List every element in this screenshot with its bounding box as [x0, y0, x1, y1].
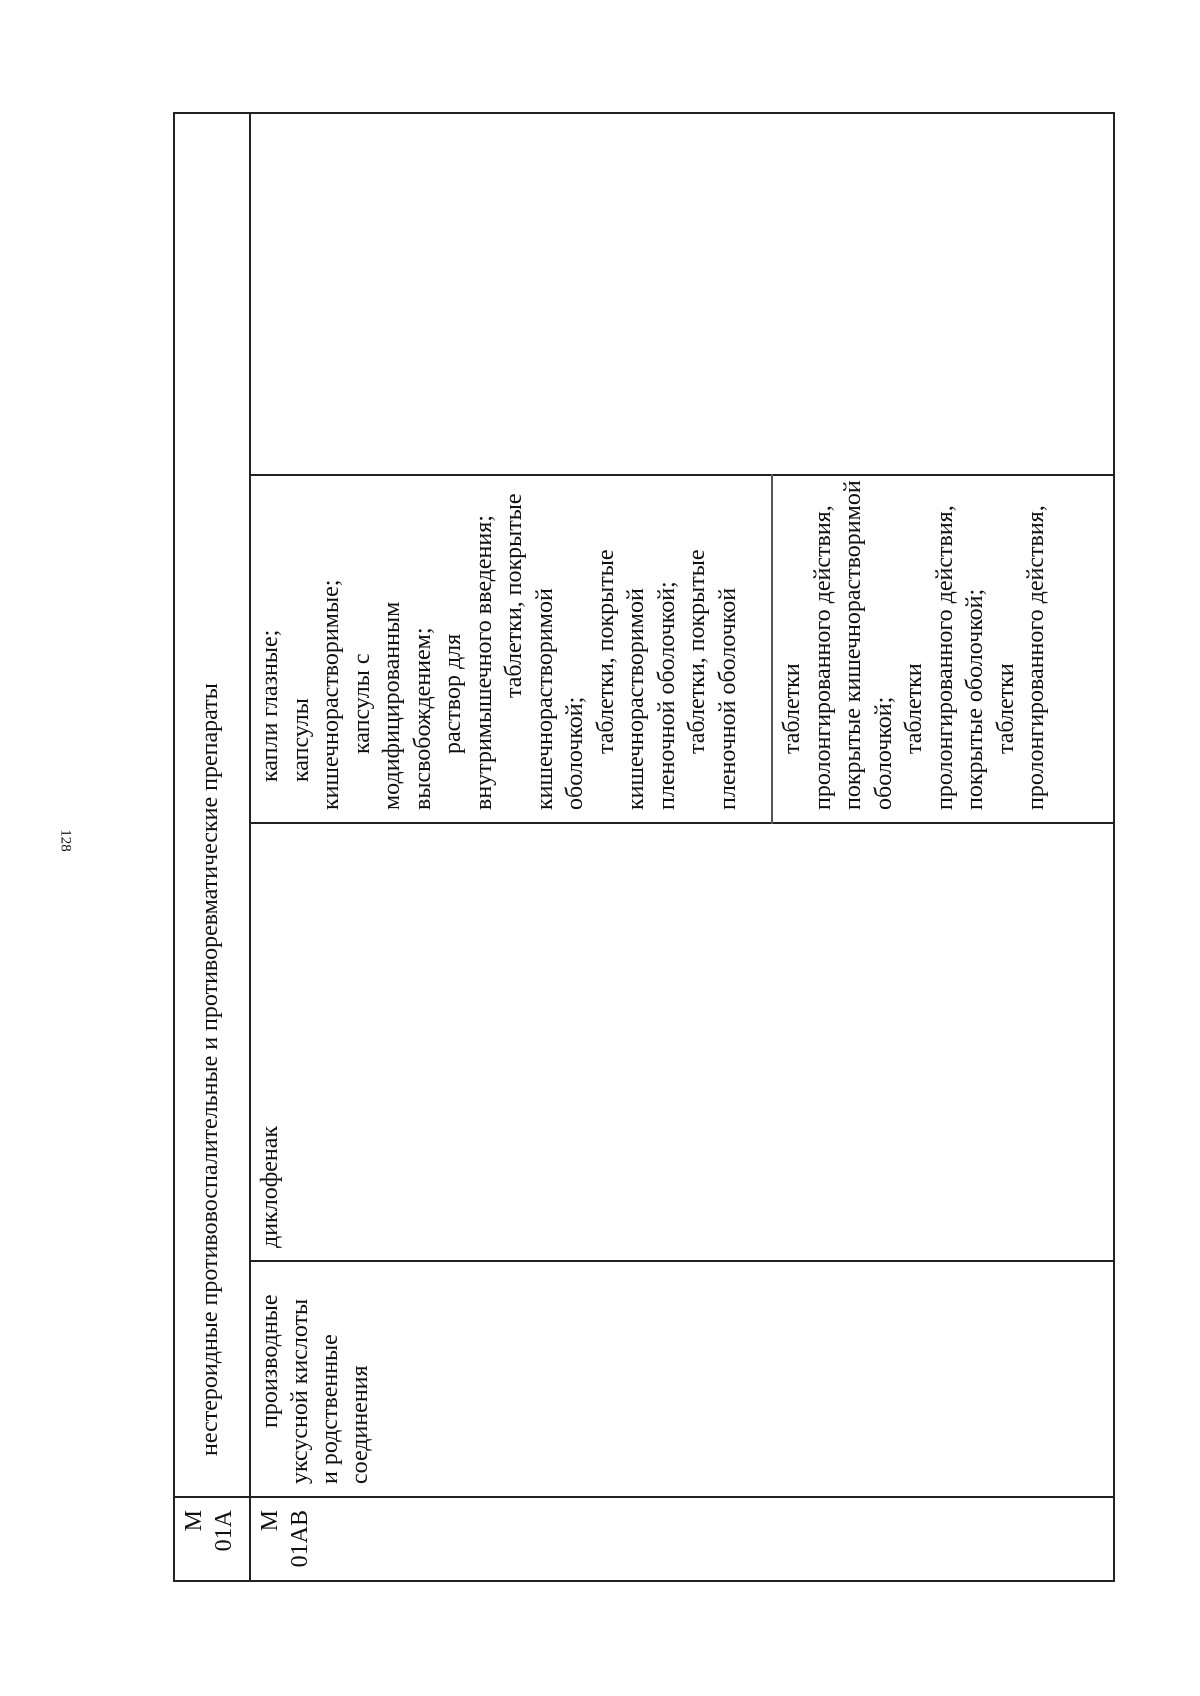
table-border-bottom	[1113, 112, 1115, 1582]
sub-group-line-2: уксусной кислоты	[287, 1298, 313, 1484]
form-line: покрытые оболочкой;	[962, 588, 988, 810]
form-line: кишечнорастворимые;	[318, 579, 344, 810]
sub-group-line-3: и родственные	[317, 1334, 343, 1484]
form-line: высвобождением;	[409, 627, 436, 810]
page-number: 128	[57, 829, 74, 852]
group-code-cell	[175, 1498, 249, 1580]
form-line: раствор для	[440, 633, 466, 754]
sub-code-cell	[251, 1498, 1111, 1580]
empty-column-cell	[251, 114, 1111, 474]
sub-code-line-1: М	[257, 1510, 283, 1532]
group-title: нестероидные противовоспалительные и противоревматические препараты	[197, 683, 223, 1456]
forms-cell-part-2	[773, 476, 1111, 822]
form-line: пролонгированного действия,	[1023, 505, 1049, 810]
form-line: оболочкой;	[870, 696, 897, 810]
form-line: таблетки, покрытые	[501, 493, 527, 698]
form-line: таблетки	[992, 663, 1019, 754]
form-line: кишечнорастворимой	[623, 588, 649, 810]
form-line: капсулы	[287, 698, 314, 782]
sub-group-line-1: производные	[257, 1294, 283, 1428]
form-line: покрытые кишечнорастворимой	[840, 480, 866, 810]
sub-group-cell	[251, 1262, 1111, 1496]
form-line: таблетки, покрытые	[592, 549, 619, 754]
form-line: таблетки, покрытые	[684, 549, 710, 754]
sub-group-line-4: соединения	[347, 1365, 373, 1484]
drug-cell	[251, 824, 1111, 1260]
rotated-table	[173, 112, 1115, 1582]
form-line: пролонгированного действия,	[809, 505, 836, 810]
form-line: пролонгированного действия,	[931, 505, 958, 810]
form-line: таблетки	[901, 663, 927, 754]
form-line: пленочной оболочкой	[714, 587, 741, 810]
group-code-line-2: 01А	[211, 1510, 237, 1552]
group-code-line-1: М	[181, 1510, 207, 1532]
form-line: таблетки	[779, 663, 805, 754]
form-line: модифицированным	[379, 601, 405, 810]
form-line: пленочной оболочкой;	[653, 581, 680, 810]
form-line: капсулы с	[348, 653, 375, 754]
form-line: оболочкой;	[562, 696, 588, 810]
forms-cell-part-1	[251, 476, 771, 822]
sub-code-line-2: 01АВ	[287, 1510, 313, 1568]
form-line: капли глазные;	[257, 629, 283, 782]
table-border-left	[173, 1580, 1115, 1582]
form-line: внутримышечного введения;	[470, 515, 497, 810]
form-line: кишечнорастворимой	[531, 588, 558, 810]
group-title-cell	[175, 116, 249, 1496]
drug-name: диклофенак	[257, 1125, 283, 1248]
